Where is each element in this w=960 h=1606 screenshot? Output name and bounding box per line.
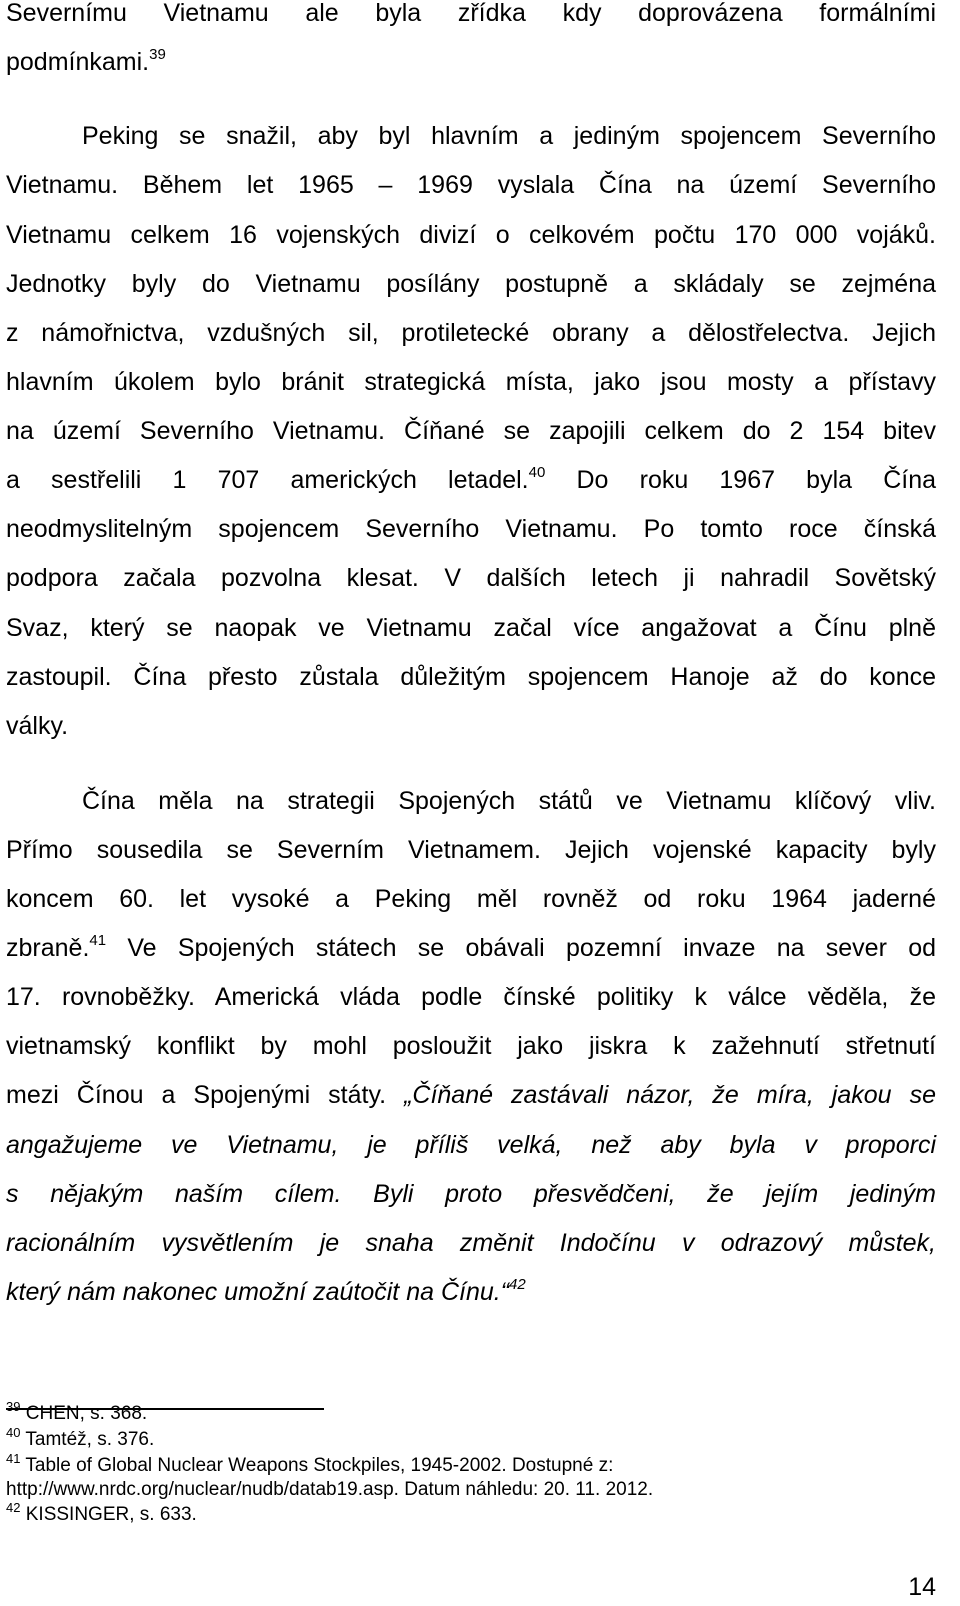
body-text-line: neodmyslitelným spojencem Severního Vietnamu. Po tomto roce čínská (6, 515, 936, 543)
footnote-number: 39 (6, 1399, 21, 1414)
body-text-line: Peking se snažil, aby byl hlavním a jediným spojencem Severního (82, 122, 936, 150)
footnote-reference: 40 (528, 464, 546, 481)
footnote: $^{40}$ Tamtéž, s. 376. (6, 1425, 155, 1450)
body-text-line: podmínkami.$^{39}$ (6, 46, 166, 76)
body-text-line: Jednotky byly do Vietnamu posílány postupně a skládaly se zejména (6, 270, 936, 298)
body-text-line: hlavním úkolem bylo bránit strategická místa, jako jsou mosty a přístavy (6, 368, 936, 396)
footnote-url[interactable]: http://www.nrdc.org/nuclear/nudb/datab19.asp. Datum náhledu: 20. 11. 2012. (6, 1479, 654, 1500)
body-text-line: Vietnamu. Během let 1965 – 1969 vyslala Čína na území Severního (6, 171, 936, 199)
quote-text-line: s nějakým naším cílem. Byli proto přesvědčeni, že jejím jediným (6, 1180, 936, 1208)
body-text-line: Svaz, který se naopak ve Vietnamu začal více angažovat a Čínu plně (6, 614, 936, 642)
footnote: $^{39}$ CHEN, s. 368. (6, 1399, 148, 1424)
body-text-line: zastoupil. Čína přesto zůstala důležitým spojencem Hanoje až do konce (6, 663, 936, 691)
body-text-line: a sestřelili 1 707 amerických letadel.$^{40}$ Do roku 1967 byla Čína (6, 464, 937, 494)
body-text-line: 17. rovnoběžky. Americká vláda podle čínské politiky k válce věděla, že (6, 983, 936, 1011)
body-text-line: Vietnamu celkem 16 vojenských divizí o celkovém počtu 170 000 vojáků. (6, 221, 936, 249)
body-text-line: vietnamský konflikt by mohl posloužit jako jiskra k zažehnutí střetnutí (6, 1032, 936, 1060)
quote-text-line: racionálním vysvětlením je snaha změnit Indočínu v odrazový můstek, (6, 1229, 936, 1257)
quote-text: „Číňané zastávali názor, že míra, jakou se (404, 1081, 936, 1109)
footnote-reference: 42 (509, 1276, 526, 1293)
page-number: 14 (908, 1573, 936, 1601)
footnote-reference: 39 (149, 46, 166, 63)
footnote: $^{42}$ KISSINGER, s. 633. (6, 1500, 197, 1525)
quote-text-line: který nám nakonec umožní zaútočit na Čínu.“$^{42}$ (6, 1276, 526, 1306)
footnote-reference: 41 (89, 932, 107, 949)
footnote: $^{41}$ Table of Global Nuclear Weapons Stockpiles, 1945-2002. Dostupné z: (6, 1451, 614, 1476)
footnote-continuation (6, 1478, 936, 1502)
body-text-line: koncem 60. let vysoké a Peking měl rovněž od roku 1964 jaderné (6, 885, 936, 913)
footnote-number: 40 (6, 1425, 21, 1440)
body-text-line: z námořnictva, vzdušných sil, protiletecké obrany a dělostřelectva. Jejich (6, 319, 936, 347)
body-text-line: Čína měla na strategii Spojených států ve Vietnamu klíčový vliv. (82, 787, 936, 815)
body-text-line: Severnímu Vietnamu ale byla zřídka kdy doprovázena formálními (6, 0, 936, 27)
body-text-line: mezi Čínou a Spojenými státy. „Číňané zastávali názor, že míra, jakou se (6, 1081, 936, 1109)
body-text-line: podpora začala pozvolna klesat. V dalších letech ji nahradil Sovětský (6, 564, 936, 592)
body-text-line: na území Severního Vietnamu. Číňané se zapojili celkem do 2 154 bitev (6, 417, 936, 445)
body-text-line: války. (6, 712, 69, 740)
quote-text-line: angažujeme ve Vietnamu, je příliš velká, než aby byla v proporci (6, 1131, 936, 1159)
footnote-number: 42 (6, 1500, 21, 1515)
body-text-line: zbraně.$^{41}$ Ve Spojených státech se obávali pozemní invaze na sever od (6, 932, 937, 962)
footnote-number: 41 (6, 1451, 21, 1466)
body-text-line: Přímo sousedila se Severním Vietnamem. Jejich vojenské kapacity byly (6, 836, 936, 864)
